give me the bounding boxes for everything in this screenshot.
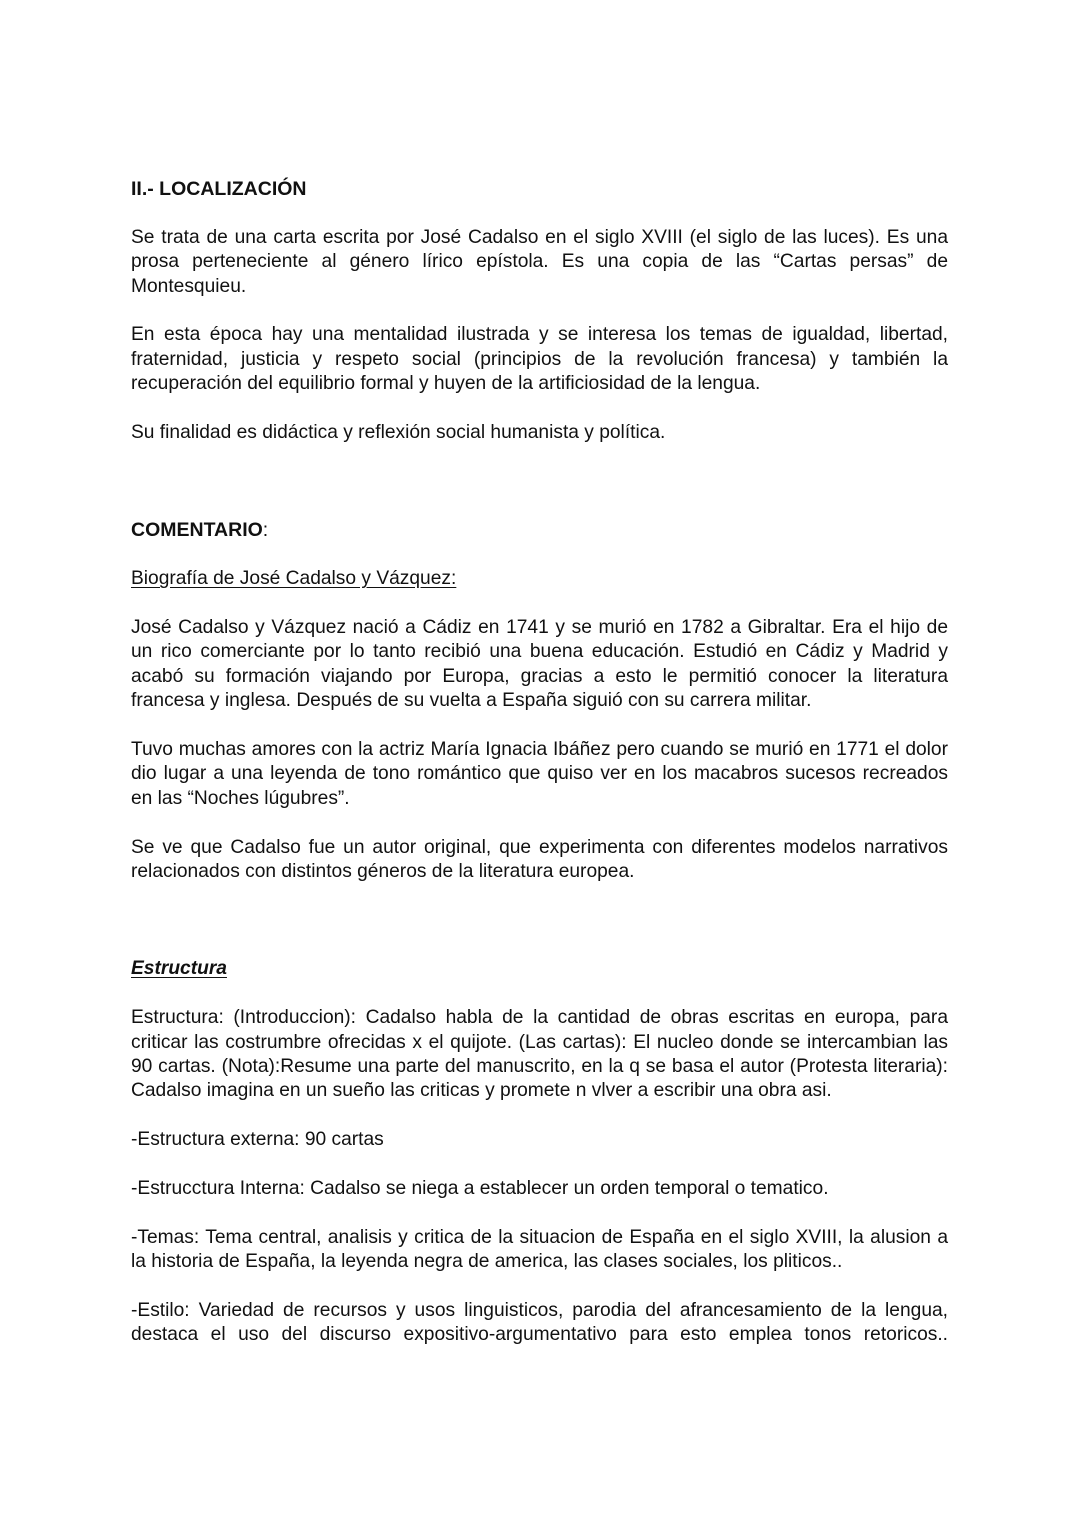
paragraph-comentario-2: Tuvo muchas amores con la actriz María Ignacia Ibáñez pero cuando se murió en 1771 el dolor dio lugar a una leyenda de tono romántico que quiso ver en los macabros sucesos recreados en las “Noches lúgubres”. <box>131 739 948 809</box>
paragraph-comentario-3: Se ve que Cadalso fue un autor original, que experimenta con diferentes modelos narrativos relacionados con distintos géneros de la literatura europea. <box>131 836 948 883</box>
section-heading-estructura: Estructura <box>131 958 227 980</box>
comentario-heading-colon: : <box>262 519 269 542</box>
paragraph-estructura-5: -Estilo: Variedad de recursos y usos linguisticos, parodia del afrancesamiento de la lengua, destaca el uso del discurso expositivo-argumentativo para esto emplea tonos retoricos.. <box>131 1300 948 1346</box>
paragraph-localizacion-3: Su finalidad es didáctica y reflexión social humanista y política. <box>131 422 666 444</box>
comentario-heading-text: COMENTARIO <box>131 519 263 542</box>
paragraph-comentario-1: José Cadalso y Vázquez nació a Cádiz en 1741 y se murió en 1782 a Gibraltar. Era el hijo de un rico comerciante por lo tanto recibió una buena educación. Estudió en Cádiz y Madrid y acabó su formación viajando por Europa, gracias a esto le permitió conocer la literatura francesa y inglesa. Después de su vuelta a España siguió con su carrera militar. <box>131 617 948 712</box>
paragraph-localizacion-1: Se trata de una carta escrita por José Cadalso en el siglo XVIII (el siglo de las luces). Es una prosa perteneciente al género lírico epístola. Es una copia de las “Cartas persas” de Montesquieu. <box>131 226 948 297</box>
paragraph-estructura-2: -Estructura externa: 90 cartas <box>131 1129 384 1151</box>
paragraph-estructura-1: Estructura: (Introduccion): Cadalso habla de la cantidad de obras escritas en europa, para criticar las costrumbre ofrecidas x el quijote. (Las cartas): El nucleo donde se intercambian las 90 cartas. (Nota):Resume una parte del manuscrito, en la q se basa el autor (Protesta literaria): Cadalso imagina en un sueño las criticas y promete n vlver a escribir una obra asi. <box>131 1007 948 1102</box>
section-heading-localizacion: II.- LOCALIZACIÓN <box>131 178 307 200</box>
document-page <box>131 177 948 1348</box>
subheading-biografia: Biografía de José Cadalso y Vázquez: <box>131 568 457 590</box>
section-heading-comentario <box>131 518 948 542</box>
paragraph-estructura-4: -Temas: Tema central, analisis y critica de la situacion de España en el siglo XVIII, la alusion a la historia de España, la leyenda negra de america, las clases sociales, los pliticos.. <box>131 1226 948 1273</box>
paragraph-estructura-3: -Estrucctura Interna: Cadalso se niega a establecer un orden temporal o tematico. <box>131 1178 829 1200</box>
paragraph-localizacion-2: En esta época hay una mentalidad ilustrada y se interesa los temas de igualdad, libertad, fraternidad, justicia y respeto social (principios de la revolución francesa) y también la recuperación del equilibrio formal y huyen de la artificiosidad de la lengua. <box>131 324 948 395</box>
